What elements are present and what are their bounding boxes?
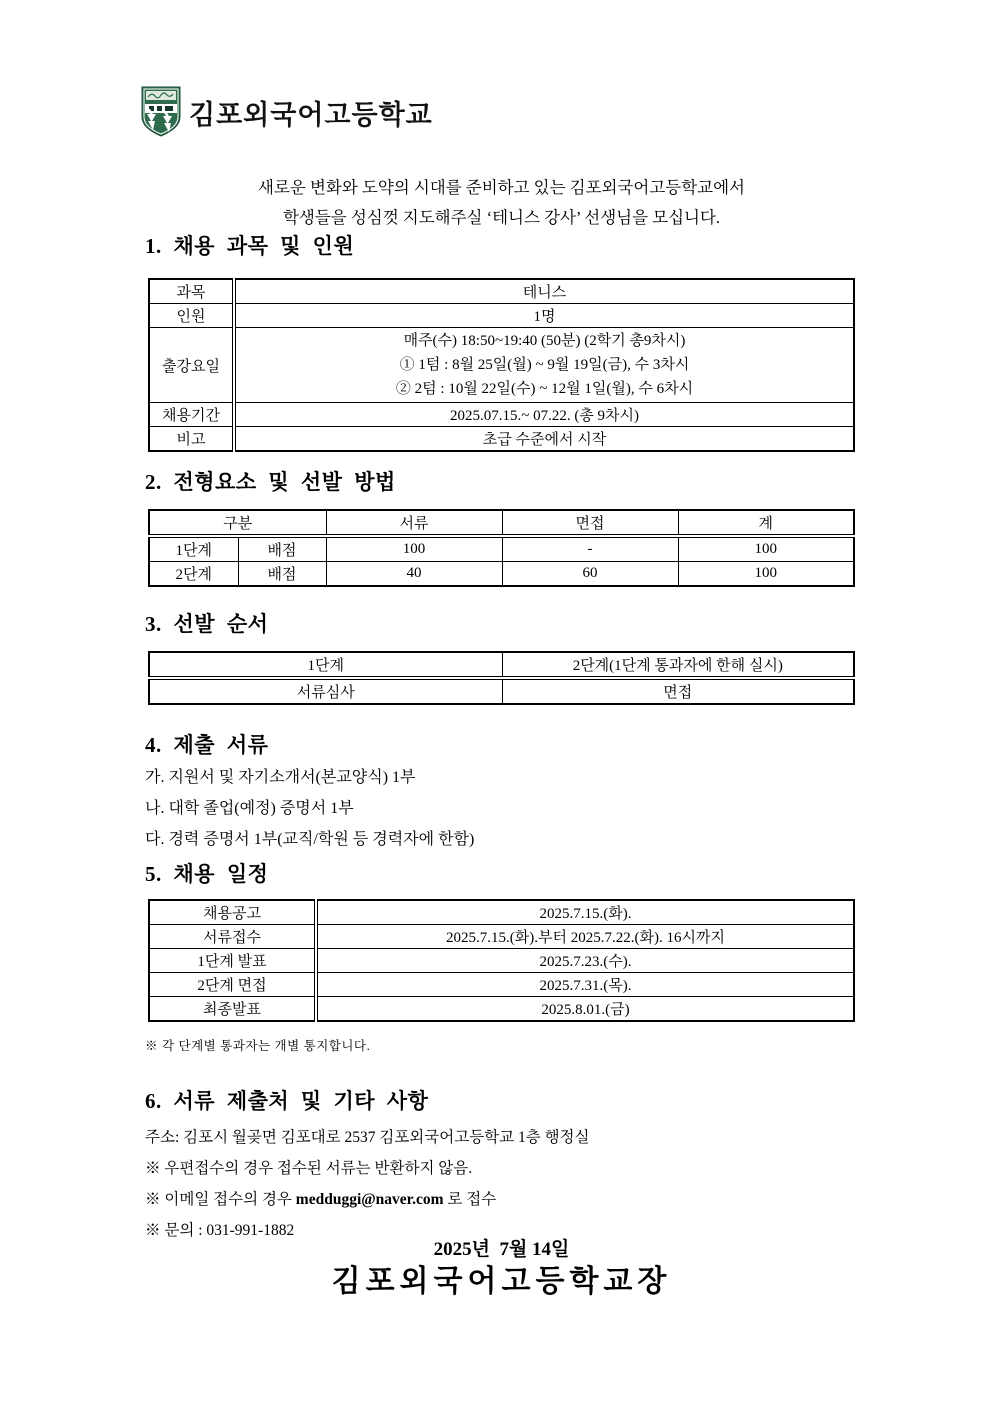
t2-header-docs: 서류 xyxy=(326,510,502,536)
t1-value-subject: 테니스 xyxy=(234,279,854,304)
signer-title: 김포외국어고등학교장 xyxy=(331,1265,672,1298)
table-row xyxy=(149,949,854,973)
table-row xyxy=(149,900,854,925)
t1-label-period: 채용기간 xyxy=(149,403,234,427)
t5-label-docs: 서류접수 xyxy=(149,925,316,949)
table-row xyxy=(149,427,854,452)
table-row xyxy=(149,997,854,1022)
section6-body xyxy=(145,1122,855,1246)
t5-value-final: 2025.8.01.(금) xyxy=(316,997,854,1022)
section2-title: 2. 전형요소 및 선발 방법 xyxy=(145,470,396,494)
t2-header-total: 계 xyxy=(678,510,854,536)
t1-label-subject: 과목 xyxy=(149,279,234,304)
schedule-line-1: 매주(수) 18:50~19:40 (50분) (2학기 총9차시) xyxy=(403,333,686,349)
section3-table xyxy=(148,651,855,705)
schedule-line-3: ② 2텀 : 10월 22일(수) ~ 12월 1일(월), 수 6차시 xyxy=(395,381,694,397)
t5-label-stage2: 2단계 면접 xyxy=(149,973,316,997)
t1-value-schedule xyxy=(234,328,854,403)
t2-header-group: 구분 xyxy=(149,510,326,536)
t5-label-announce: 채용공고 xyxy=(149,900,316,925)
intro-paragraph xyxy=(148,173,855,233)
t3-value-stage1: 서류심사 xyxy=(149,678,502,704)
section5-title: 5. 채용 일정 xyxy=(145,862,269,886)
t2-r2-type: 배점 xyxy=(238,562,326,587)
email-prefix: ※ 이메일 접수의 경우 xyxy=(145,1191,296,1208)
table-row xyxy=(149,403,854,427)
document-date: 2025년 7월 14일 xyxy=(433,1239,570,1260)
t2-r1-type: 배점 xyxy=(238,536,326,562)
t2-r2-interview: 60 xyxy=(502,562,678,587)
t5-value-docs: 2025.7.15.(화).부터 2025.7.22.(화). 16시까지 xyxy=(316,925,854,949)
table-row xyxy=(149,279,854,304)
t2-r1-stage: 1단계 xyxy=(149,536,238,562)
t5-label-stage1: 1단계 발표 xyxy=(149,949,316,973)
table-row xyxy=(149,678,854,704)
t3-header-stage2: 2단계(1단계 통과자에 한해 실시) xyxy=(502,652,854,678)
intro-line-2: 학생들을 성심껏 지도해주실 ‘테니스 강사’ 선생님을 모십니다. xyxy=(282,208,721,227)
table-row xyxy=(149,562,854,587)
mail-note-line: ※ 우편접수의 경우 접수된 서류는 반환하지 않음. xyxy=(145,1160,473,1177)
t2-r1-total: 100 xyxy=(678,536,854,562)
t1-value-note: 초급 수준에서 시작 xyxy=(234,427,854,452)
section1-title: 1. 채용 과목 및 인원 xyxy=(145,234,355,258)
address-line: 주소: 김포시 월곶면 김포대로 2537 김포외국어고등학교 1층 행정실 xyxy=(145,1129,590,1146)
section4-list xyxy=(145,762,474,855)
t2-r2-docs: 40 xyxy=(326,562,502,587)
table-row xyxy=(149,328,854,403)
table-row xyxy=(149,536,854,562)
school-name: 김포외국어고등학교 xyxy=(189,99,433,130)
table-row xyxy=(149,925,854,949)
table-row xyxy=(149,973,854,997)
stage-notice-note: ※ 각 단계별 통과자는 개별 통지합니다. xyxy=(145,1039,371,1053)
t1-value-period: 2025.07.15.~ 07.22. (총 9차시) xyxy=(234,403,854,427)
t1-value-count: 1명 xyxy=(234,304,854,328)
section1-table xyxy=(148,278,855,452)
intro-line-1: 새로운 변화와 도약의 시대를 준비하고 있는 김포외국어고등학교에서 xyxy=(258,178,745,197)
t1-label-note: 비고 xyxy=(149,427,234,452)
t2-header-interview: 면접 xyxy=(502,510,678,536)
t5-value-stage1: 2025.7.23.(수). xyxy=(316,949,854,973)
section6-title: 6. 서류 제출처 및 기타 사항 xyxy=(145,1089,429,1113)
t5-label-final: 최종발표 xyxy=(149,997,316,1022)
t3-value-stage2: 면접 xyxy=(502,678,854,704)
email-address: medduggi@naver.com xyxy=(295,1191,444,1208)
list-item: 나. 대학 졸업(예정) 증명서 1부 xyxy=(145,800,354,817)
t1-label-schedule: 출강요일 xyxy=(149,328,234,403)
t5-value-announce: 2025.7.15.(화). xyxy=(316,900,854,925)
table-header-row xyxy=(149,510,854,536)
t3-header-stage1: 1단계 xyxy=(149,652,502,678)
section5-table xyxy=(148,899,855,1022)
t5-value-stage2: 2025.7.31.(목). xyxy=(316,973,854,997)
table-row xyxy=(149,304,854,328)
section4-title: 4. 제출 서류 xyxy=(145,733,269,757)
t2-r1-interview: - xyxy=(502,536,678,562)
section3-title: 3. 선발 순서 xyxy=(145,612,269,636)
email-suffix: 로 접수 xyxy=(443,1191,497,1208)
t1-label-count: 인원 xyxy=(149,304,234,328)
phone-note-line: ※ 문의 : 031-991-1882 xyxy=(145,1222,295,1239)
school-shield-logo-icon xyxy=(140,86,182,138)
t2-r1-docs: 100 xyxy=(326,536,502,562)
t2-r2-stage: 2단계 xyxy=(149,562,238,587)
list-item: 가. 지원서 및 자기소개서(본교양식) 1부 xyxy=(145,769,416,786)
document-header xyxy=(140,86,433,138)
table-header-row xyxy=(149,652,854,678)
schedule-line-2: ① 1텀 : 8월 25일(월) ~ 9월 19일(금), 수 3차시 xyxy=(399,357,690,373)
list-item: 다. 경력 증명서 1부(교직/학원 등 경력자에 한함) xyxy=(145,831,475,848)
t2-r2-total: 100 xyxy=(678,562,854,587)
email-note-line xyxy=(145,1184,855,1215)
section2-table xyxy=(148,509,855,587)
